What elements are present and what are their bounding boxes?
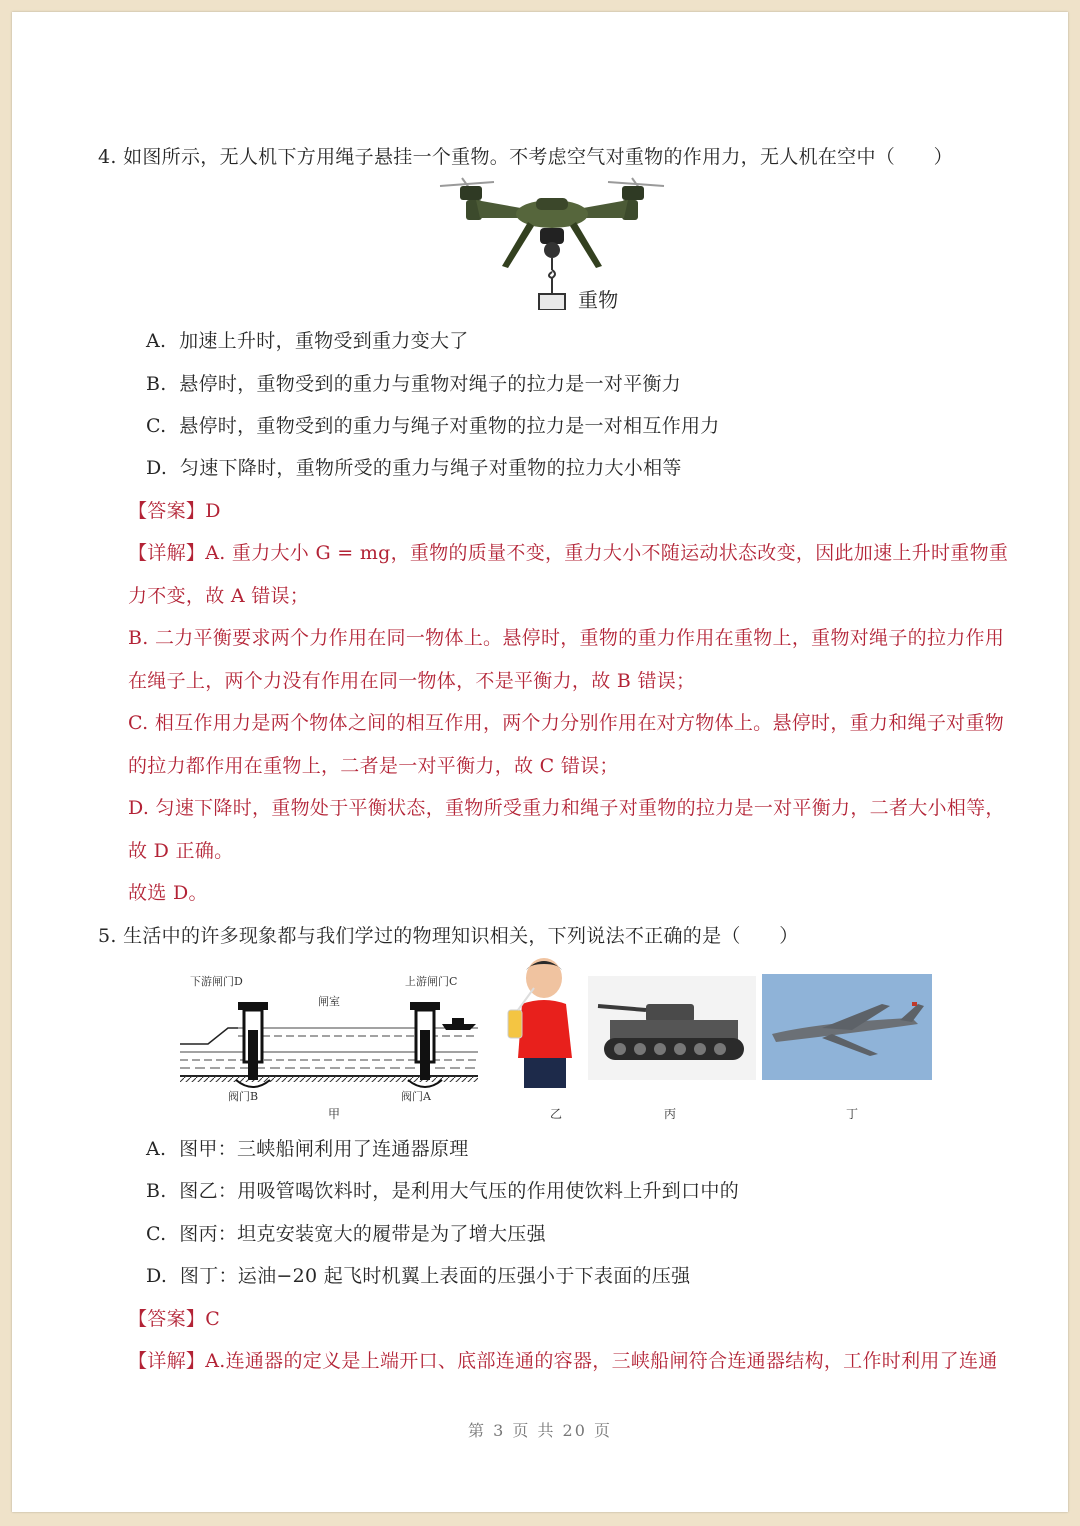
q4-option-a xyxy=(146,326,469,353)
option-letter: A. xyxy=(146,330,167,352)
option-letter: D. xyxy=(146,1265,168,1287)
caption-ding: 丁 xyxy=(846,1107,859,1121)
weight-label: 重物 xyxy=(578,288,619,312)
q4-detail-line-9: 故选 D。 xyxy=(128,882,208,904)
option-letter: B. xyxy=(146,373,167,395)
q5-option-a xyxy=(146,1134,469,1161)
gate-c-label: 上游闸门C xyxy=(405,975,458,988)
option-letter: B. xyxy=(146,1180,167,1202)
option-letter: D. xyxy=(146,457,168,479)
caption-bing: 丙 xyxy=(664,1107,677,1121)
q4-stem xyxy=(98,142,953,169)
q4-option-b xyxy=(146,369,681,396)
option-letter: A. xyxy=(146,1138,167,1160)
q5-number: 5. xyxy=(98,925,117,947)
q4-stem-text: 如图所示，无人机下方用绳子悬挂一个重物。不考虑空气对重物的作用力，无人机在空中（ ） xyxy=(123,146,953,168)
valve-a-label: 阀门A xyxy=(401,1090,431,1103)
q4-detail-line-4: 在绳子上，两个力没有作用在同一物体，不是平衡力，故 B 错误； xyxy=(128,670,696,692)
q5-answer xyxy=(128,1304,220,1331)
detail-text: A.连通器的定义是上端开口、底部连通的容器，三峡船闸符合连通器结构，工作时利用了连通 xyxy=(205,1350,998,1372)
q4-option-d xyxy=(146,453,682,480)
option-text: 图丁：运油−20 起飞时机翼上表面的压强小于下表面的压强 xyxy=(179,1265,691,1287)
q5-option-d xyxy=(146,1261,690,1288)
option-letter: C. xyxy=(146,1223,167,1245)
q5-detail-line-1 xyxy=(128,1346,998,1373)
q4-detail-line-7: D. 匀速下降时，重物处于平衡状态，重物所受重力和绳子对重物的拉力是一对平衡力，二者大小相等， xyxy=(128,797,1005,819)
q4-answer xyxy=(128,496,221,523)
ship-lock-diagram xyxy=(178,970,488,1102)
valve-b-label: 阀门B xyxy=(228,1090,259,1103)
answer-tag: 【答案】 xyxy=(128,500,206,522)
q4-detail-line-3: B. 二力平衡要求两个力作用在同一物体上。悬停时，重物的重力作用在重物上，重物对绳子的拉力作用 xyxy=(128,627,1005,649)
q4-detail-line-6: 的拉力都作用在重物上，二者是一对平衡力，故 C 错误； xyxy=(128,755,619,777)
q5-stem-text: 生活中的许多现象都与我们学过的物理知识相关，下列说法不正确的是（ ） xyxy=(123,925,799,947)
option-text: 悬停时，重物受到的重力与重物对绳子的拉力是一对平衡力 xyxy=(179,373,682,395)
aircraft-image xyxy=(762,974,932,1080)
answer-value: D xyxy=(205,500,221,522)
answer-tag: 【答案】 xyxy=(128,1308,206,1330)
drone-figure xyxy=(432,170,672,310)
gate-d-label: 下游闸门D xyxy=(190,975,243,988)
boy-drinking-image xyxy=(502,958,578,1098)
option-text: 图甲：三峡船闸利用了连通器原理 xyxy=(179,1138,469,1160)
drone-image xyxy=(440,178,664,294)
q4-detail-line-8: 故 D 正确。 xyxy=(128,840,234,862)
weight-block xyxy=(539,294,565,310)
caption-jia: 甲 xyxy=(328,1107,341,1121)
detail-tag: 【详解】 xyxy=(128,542,206,564)
option-letter: C. xyxy=(146,415,167,437)
q4-detail-line-5: C. 相互作用力是两个物体之间的相互作用，两个力分别作用在对方物体上。悬停时，重力和绳子对重物 xyxy=(128,712,1005,734)
q4-detail-line-1 xyxy=(128,538,1008,565)
option-text: 图乙：用吸管喝饮料时，是利用大气压的作用使饮料上升到口中的 xyxy=(179,1180,739,1202)
option-text: 匀速下降时，重物所受的重力与绳子对重物的拉力大小相等 xyxy=(179,457,682,479)
chamber-label: 闸室 xyxy=(318,995,340,1008)
option-text: 图丙：坦克安装宽大的履带是为了增大压强 xyxy=(179,1223,546,1245)
q4-number: 4. xyxy=(98,146,117,168)
answer-value: C xyxy=(205,1308,221,1330)
option-text: 悬停时，重物受到的重力与绳子对重物的拉力是一对相互作用力 xyxy=(179,415,720,437)
detail-text: A. 重力大小 G = mg，重物的质量不变，重力大小不随运动状态改变，因此加速上升时重物重 xyxy=(205,542,1009,564)
document-page xyxy=(12,12,1068,1512)
option-text: 加速上升时，重物受到重力变大了 xyxy=(179,330,469,352)
detail-tag: 【详解】 xyxy=(128,1350,206,1372)
q4-option-c xyxy=(146,411,720,438)
tank-image xyxy=(588,976,756,1080)
q5-option-b xyxy=(146,1176,739,1203)
q5-stem xyxy=(98,921,799,948)
caption-yi: 乙 xyxy=(550,1107,563,1121)
page-footer: 第 3 页 共 20 页 xyxy=(468,1421,612,1440)
q5-option-c xyxy=(146,1219,546,1246)
q4-detail-line-2: 力不变，故 A 错误； xyxy=(128,585,310,607)
